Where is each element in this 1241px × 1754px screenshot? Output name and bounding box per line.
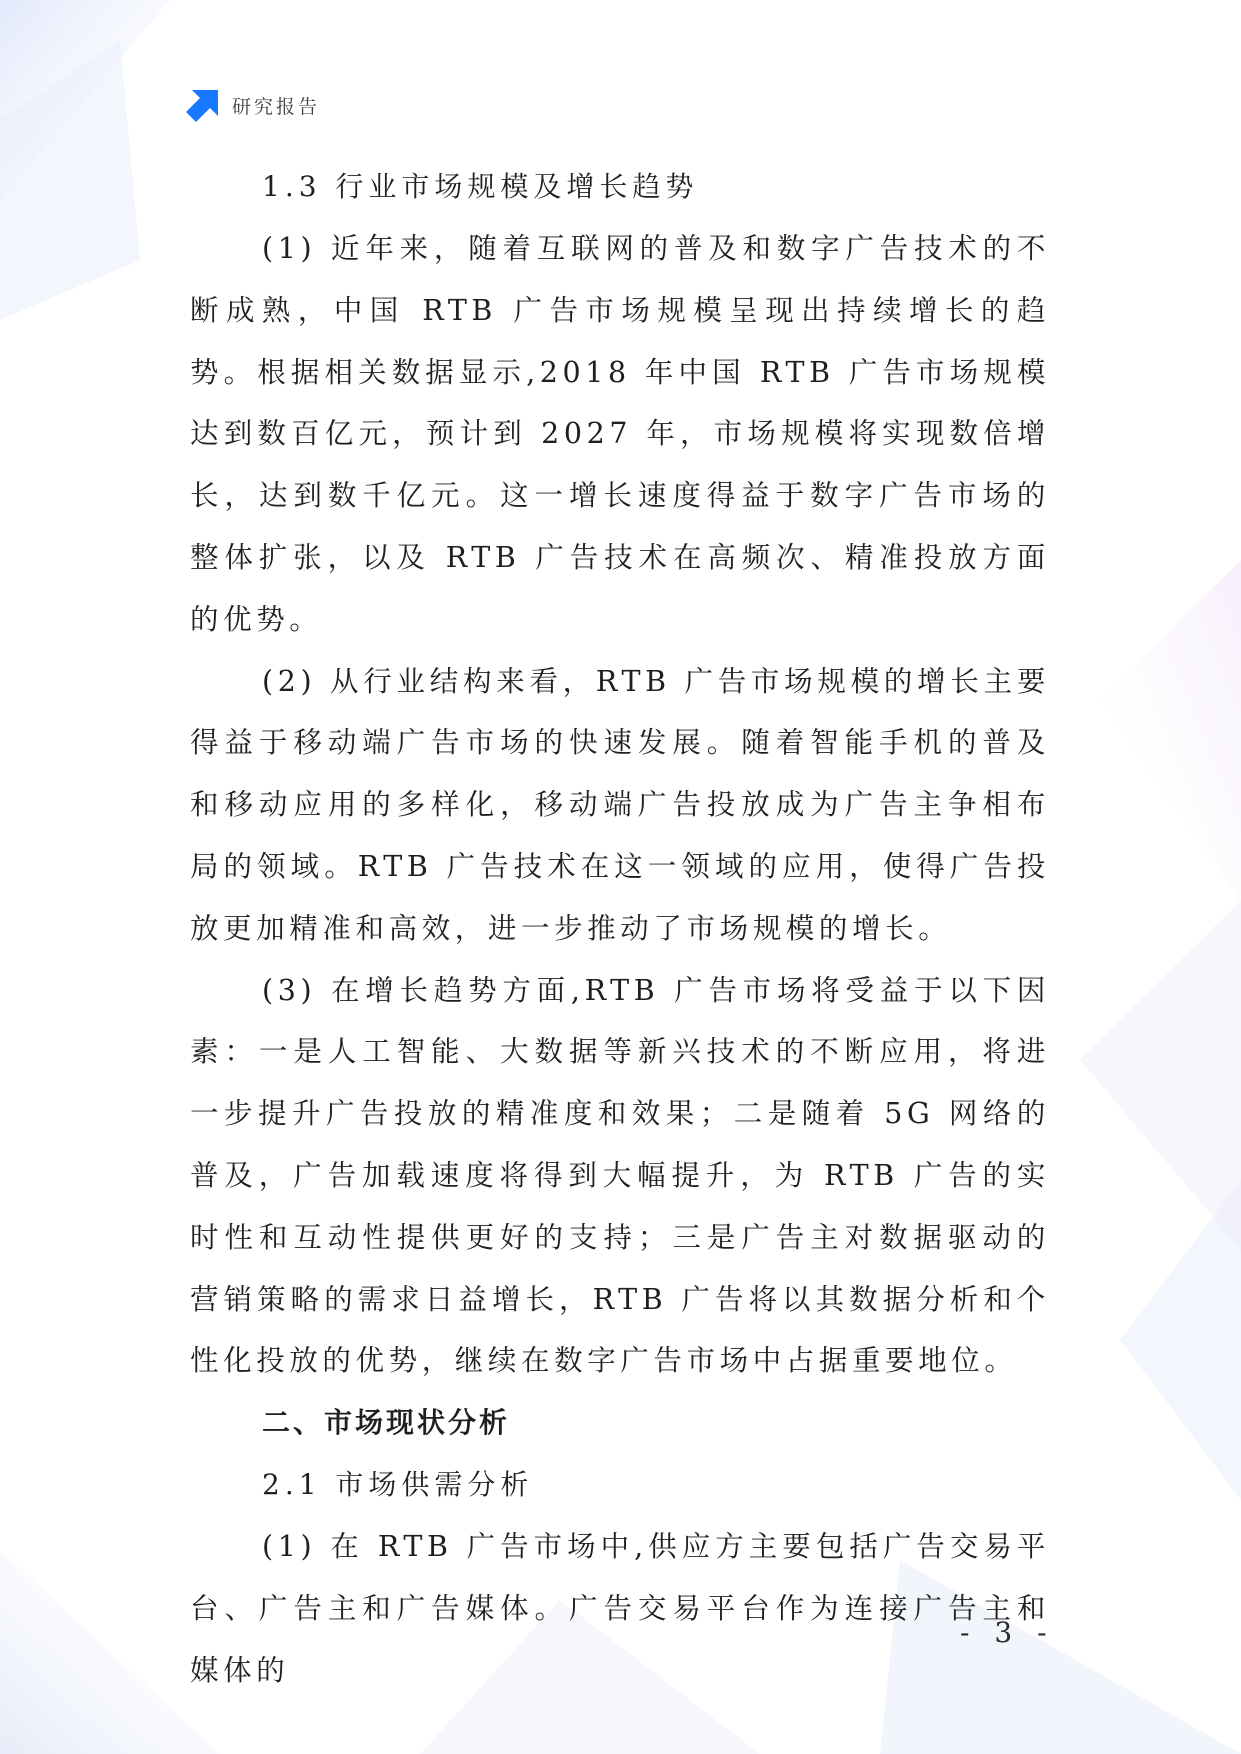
document-body xyxy=(190,156,1050,1702)
paragraph-1-3-2: (2) 从行业结构来看，RTB 广告市场规模的增长主要得益于移动端广告市场的快速发展。随着智能手机的普及和移动应用的多样化，移动端广告投放成为广告主争相布局的领域。RTB 广告技术在这一领域的应用，使得广告投放更加精准和高效，进一步推动了市场规模的增长。 xyxy=(190,664,1050,945)
paragraph-1-3-1: (1) 近年来，随着互联网的普及和数字广告技术的不断成熟，中国 RTB 广告市场规模呈现出持续增长的趋势。根据相关数据显示,2018 年中国 RTB 广告市场规模达到数百亿元，预计到 2027 年，市场规模将实现数倍增长，达到数千亿元。这一增长速度得益于数字广告市场的整体扩张，以及 RTB 广告技术在高频次、精准投放方面的优势。 xyxy=(190,232,1050,636)
header-title: 研究报告 xyxy=(232,95,321,118)
page-number: - 3 - xyxy=(960,1616,1055,1649)
arrow-up-right-icon xyxy=(186,88,220,122)
section-heading-2-1: 2.1 市场供需分析 xyxy=(262,1468,534,1502)
paragraph-2-1-1: (1) 在 RTB 广告市场中,供应方主要包括广告交易平台、广告主和广告媒体。广告交易平台作为连接广告主和媒体的 xyxy=(190,1530,1050,1687)
section-heading-1-3: 1.3 行业市场规模及增长趋势 xyxy=(262,170,699,203)
paragraph-1-3-3: (3) 在增长趋势方面,RTB 广告市场将受益于以下因素：一是人工智能、大数据等新兴技术的不断应用，将进一步提升广告投放的精准度和效果；二是随着 5G 网络的普及，广告加载速度将得到大幅提升，为 RTB 广告的实时性和互动性提供更好的支持；三是广告主对数据驱动的营销策略的需求日益增长，RTB 广告将以其数据分析和个性化投放的优势，继续在数字广告市场中占据重要地位。 xyxy=(190,973,1050,1378)
report-header xyxy=(186,88,320,122)
section-heading-2: 二、市场现状分析 xyxy=(262,1406,511,1440)
